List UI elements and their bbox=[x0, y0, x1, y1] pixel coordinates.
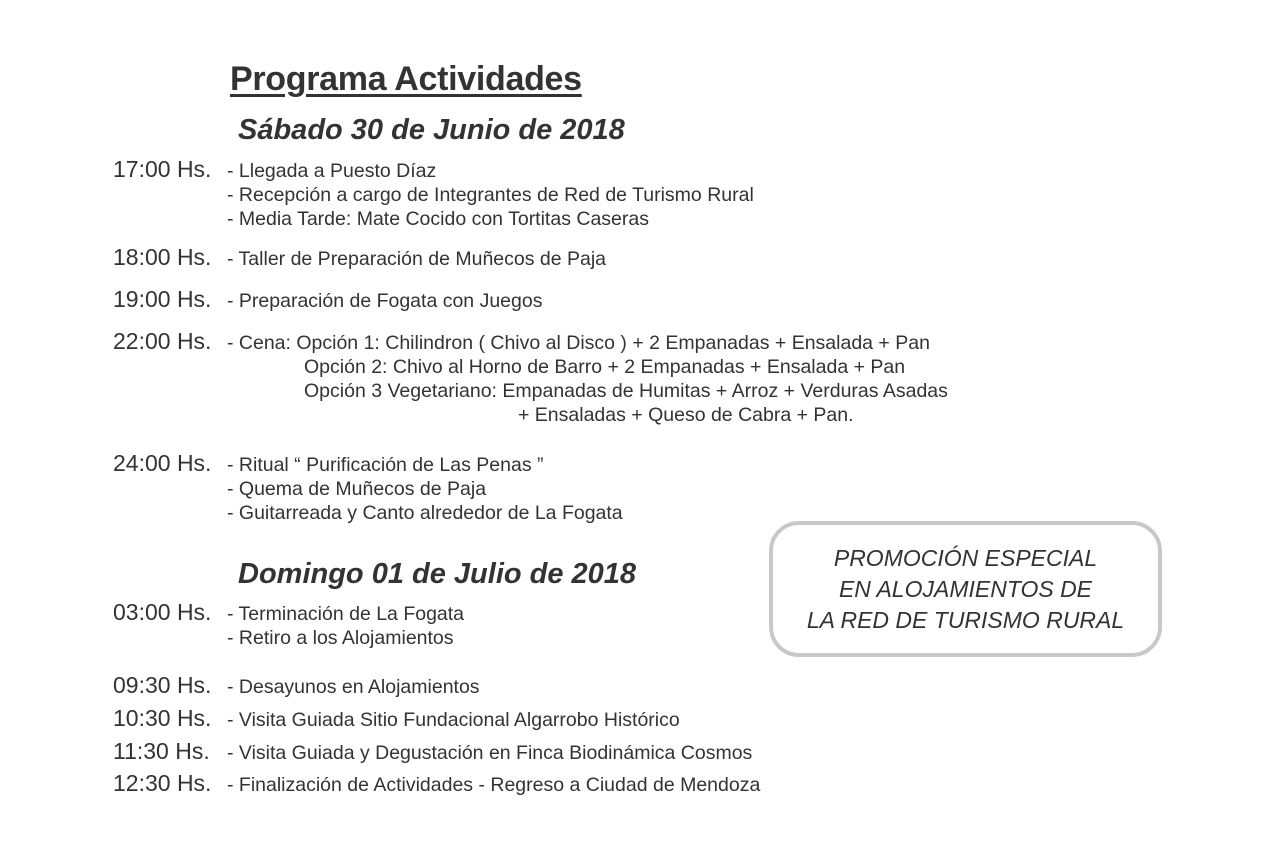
item-line: - Guitarreada y Canto alrededor de La Fogata bbox=[227, 502, 623, 524]
item-time: 03:00 Hs. bbox=[113, 599, 212, 625]
item-line: - Taller de Preparación de Muñecos de Paja bbox=[227, 248, 607, 270]
day-heading-saturday: Sábado 30 de Junio de 2018 bbox=[238, 114, 625, 146]
item-line: - Cena: Opción 1: Chilindron ( Chivo al Disco ) + 2 Empanadas + Ensalada + Pan bbox=[227, 332, 930, 354]
item-line: - Recepción a cargo de Integrantes de Red de Turismo Rural bbox=[227, 184, 754, 206]
item-line: Opción 2: Chivo al Horno de Barro + 2 Empanadas + Ensalada + Pan bbox=[304, 356, 906, 378]
item-line: - Terminación de La Fogata bbox=[227, 603, 465, 625]
item-line: - Desayunos en Alojamientos bbox=[227, 676, 480, 698]
item-line: - Media Tarde: Mate Cocido con Tortitas Caseras bbox=[227, 208, 649, 230]
item-time: 18:00 Hs. bbox=[113, 244, 212, 270]
item-line: - Visita Guiada Sitio Fundacional Algarrobo Histórico bbox=[227, 709, 680, 731]
item-time: 24:00 Hs. bbox=[113, 450, 212, 476]
item-time: 17:00 Hs. bbox=[113, 156, 212, 182]
item-line: Opción 3 Vegetariano: Empanadas de Humitas + Arroz + Verduras Asadas bbox=[304, 380, 948, 402]
promo-box bbox=[769, 521, 1162, 657]
promo-line: PROMOCIÓN ESPECIAL bbox=[833, 544, 1098, 571]
item-time: 10:30 Hs. bbox=[113, 705, 212, 731]
item-line: - Preparación de Fogata con Juegos bbox=[227, 290, 543, 312]
item-time: 09:30 Hs. bbox=[113, 672, 212, 698]
day-heading-sunday: Domingo 01 de Julio de 2018 bbox=[238, 558, 637, 590]
item-time: 22:00 Hs. bbox=[113, 328, 212, 354]
item-line: - Finalización de Actividades - Regreso a Ciudad de Mendoza bbox=[227, 774, 761, 796]
item-line: - Quema de Muñecos de Paja bbox=[227, 478, 487, 500]
item-time: 12:30 Hs. bbox=[113, 770, 212, 796]
item-time: 19:00 Hs. bbox=[113, 286, 212, 312]
item-line: - Llegada a Puesto Díaz bbox=[227, 160, 437, 182]
page-title: Programa Actividades bbox=[230, 60, 582, 98]
item-line: - Visita Guiada y Degustación en Finca Biodinámica Cosmos bbox=[227, 742, 753, 764]
item-line: - Retiro a los Alojamientos bbox=[227, 627, 454, 649]
promo-line: EN ALOJAMIENTOS DE bbox=[838, 575, 1093, 602]
item-line: - Ritual “ Purificación de Las Penas ” bbox=[227, 454, 544, 476]
item-time: 11:30 Hs. bbox=[113, 738, 210, 764]
item-line: + Ensaladas + Queso de Cabra + Pan. bbox=[518, 404, 854, 426]
promo-line: LA RED DE TURISMO RURAL bbox=[806, 606, 1125, 633]
